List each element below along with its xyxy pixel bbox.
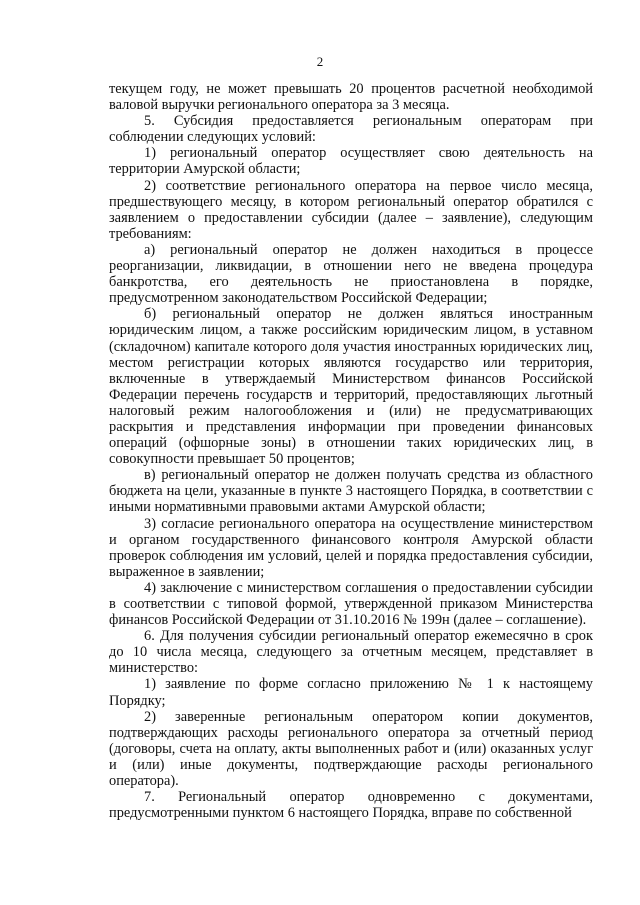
page-number: 2: [316, 54, 324, 69]
paragraph-5-4: 4) заключение с министерством соглашения о предоставлении субсидии в соответствии с типовой формой, утвержденной приказом Министерства финансов Российской Федерации от 31.10.2016 № 199н (далее – соглашение).: [109, 579, 593, 629]
paragraph-continuation: текущем году, не может превышать 20 процентов расчетной необходимой валовой выручки регионального оператора за 3 месяца.: [109, 81, 593, 114]
paragraph-5-1: 1) региональный оператор осуществляет свою деятельность на территории Амурской области;: [109, 145, 593, 178]
paragraph-5-2: 2) соответствие регионального оператора на первое число месяца, предшествующего месяцу, в котором региональный оператор обратился с заявлением о предоставлении субсидии (далее – заявление), следующим требованиям:: [109, 177, 593, 242]
paragraph-5-2-a: а) региональный оператор не должен находиться в процессе реорганизации, ликвидации, в отношении него не введена процедура банкротства, его деятельность не приостановлена в порядке, предусмотренном законодательством Российской Федерации;: [109, 241, 593, 307]
paragraph-item-6: 6. Для получения субсидии региональный оператор ежемесячно в срок до 10 числа месяца, следующего за отчетным месяцем, представляет в министерство:: [109, 628, 593, 677]
paragraph-5-2-v: в) региональный оператор не должен получать средства из областного бюджета на цели, указанные в пункте 3 настоящего Порядка, в соответствии с иными нормативными правовыми актами Амурской области;: [109, 467, 593, 516]
paragraph-5-2-b: б) региональный оператор не должен являться иностранным юридическим лицом, а также российским юридическим лицом, в уставном (складочном) капитале которого доля участия иностранных юридических лиц, местом регистрации которых являются государство или территория, включенные в утверждаемый Министерством финансов Российской Федерации перечень государств и территорий, предоставляющих льготный налоговый режим налогообложения и (или) не предусматривающих раскрытия и представления информации при проведении финансовых операций (офшорные зоны) в отношении таких юридических лиц, в совокупности превышает 50 процентов;: [109, 306, 593, 468]
document-body: [109, 81, 593, 821]
paragraph-item-7: 7. Региональный оператор одновременно с документами, предусмотренными пунктом 6 настоящего Порядка, вправе по собственной: [109, 789, 593, 822]
paragraph-6-1: 1) заявление по форме согласно приложению № 1 к настоящему Порядку;: [109, 676, 593, 709]
paragraph-6-2: 2) заверенные региональным оператором копии документов, подтверждающих расходы регионального оператора за отчетный период (договоры, счета на оплату, акты выполненных работ и (или) оказанных услуг и (или) иные документы, подтверждающие расходы регионального оператора).: [109, 708, 593, 790]
paragraph-5-3: 3) согласие регионального оператора на осуществление министерством и органом государственного финансового контроля Амурской области проверок соблюдения им условий, целей и порядка предоставления субсидии, выраженное в заявлении;: [109, 515, 593, 580]
paragraph-item-5: 5. Субсидия предоставляется региональным операторам при соблюдении следующих условий:: [109, 113, 593, 146]
